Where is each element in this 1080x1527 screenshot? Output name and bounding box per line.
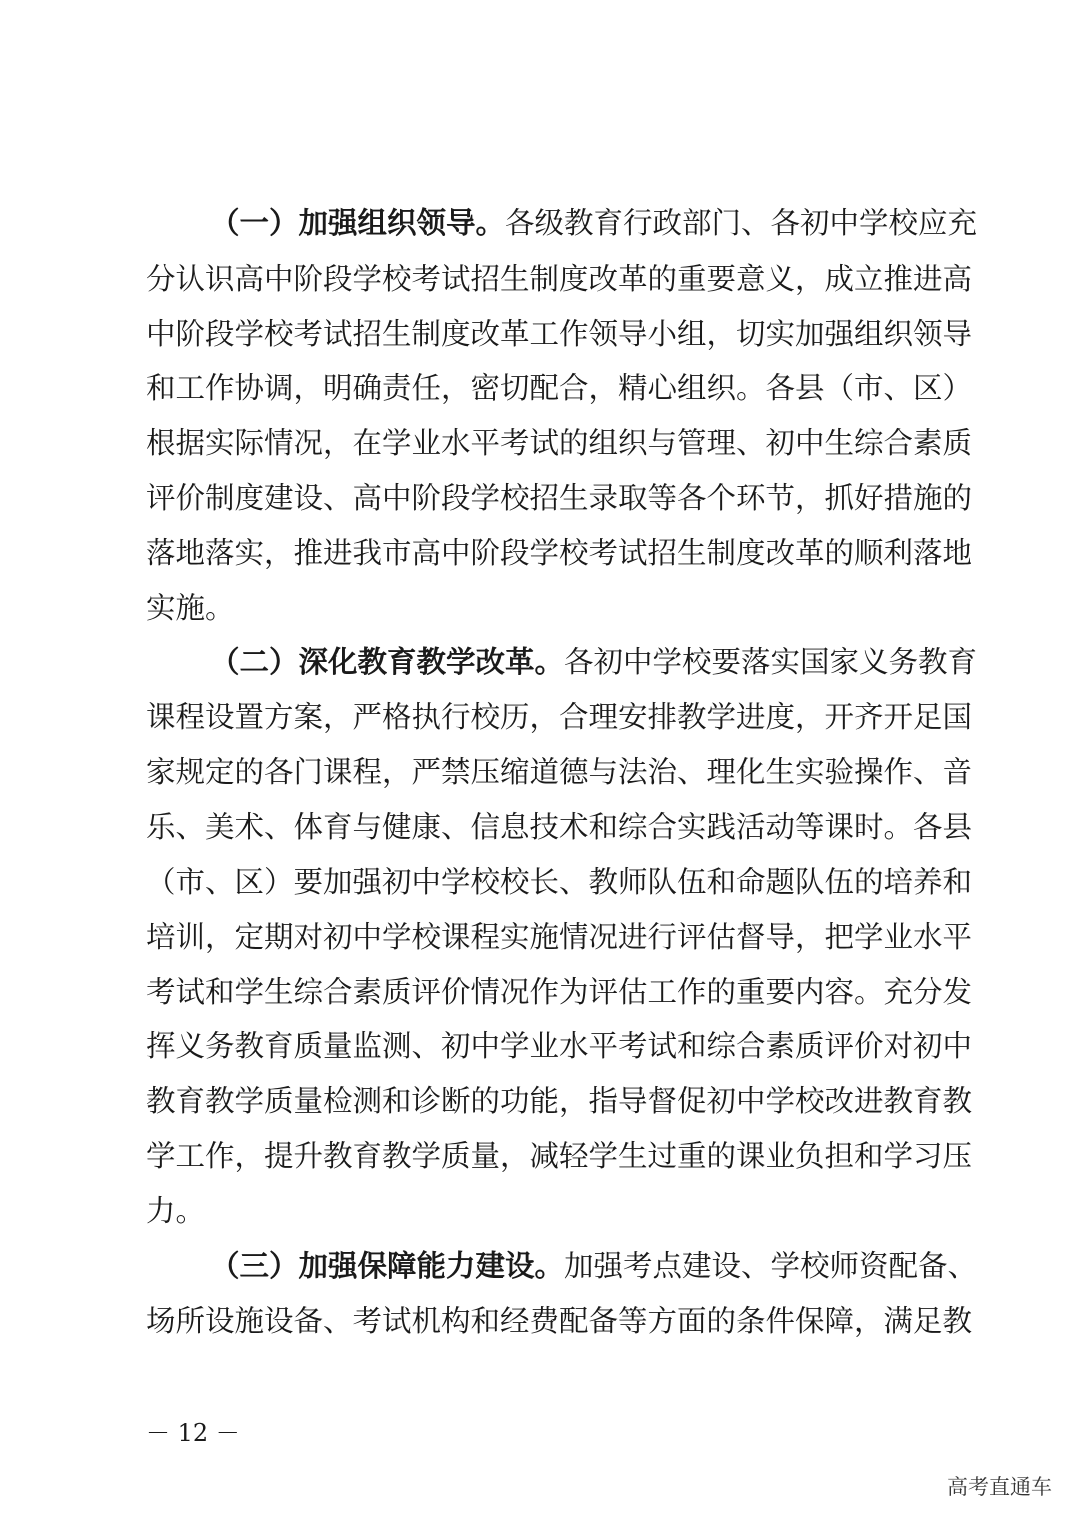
- paragraph-line: 实施。: [146, 591, 235, 625]
- paragraph-line: 分认识高中阶段学校考试招生制度改革的重要意义，成立推进高: [146, 262, 973, 296]
- paragraph-line: 挥义务教育质量监测、初中学业水平考试和综合素质评价对初中: [146, 1029, 973, 1063]
- paragraph-line: 考试和学生综合素质评价情况作为评估工作的重要内容。充分发: [146, 975, 973, 1009]
- watermark-text: 高考直通车: [947, 1475, 1052, 1499]
- paragraph-1-heading: （一）加强组织领导。: [210, 205, 506, 240]
- paragraph-3-text: 加强考点建设、学校师资配备、: [564, 1249, 978, 1283]
- paragraph-line: 落地落实，推进我市高中阶段学校考试招生制度改革的顺利落地: [146, 536, 973, 570]
- paragraph-2-heading: （二）深化教育教学改革。: [210, 644, 565, 679]
- paragraph-line: 学工作，提升教育教学质量，减轻学生过重的课业负担和学习压: [146, 1139, 973, 1173]
- paragraph-line: 场所设施设备、考试机构和经费配备等方面的条件保障，满足教: [146, 1304, 973, 1338]
- paragraph-2-line-1: [210, 642, 978, 682]
- page-number: － 12 －: [146, 1419, 240, 1447]
- paragraph-line: 乐、美术、体育与健康、信息技术和综合实践活动等课时。各县: [146, 810, 973, 844]
- paragraph-line: 家规定的各门课程，严禁压缩道德与法治、理化生实验操作、音: [146, 755, 973, 789]
- paragraph-1-text: 各级教育行政部门、各初中学校应充: [505, 206, 978, 240]
- paragraph-3-heading: （三）加强保障能力建设。: [210, 1248, 565, 1283]
- paragraph-line: 和工作协调，明确责任，密切配合，精心组织。各县（市、区）: [146, 371, 973, 405]
- paragraph-line: 培训，定期对初中学校课程实施情况进行评估督导，把学业水平: [146, 920, 973, 954]
- paragraph-line: 根据实际情况，在学业水平考试的组织与管理、初中生综合素质: [146, 426, 973, 460]
- paragraph-line: 力。: [146, 1194, 206, 1228]
- paragraph-line: 课程设置方案，严格执行校历，合理安排教学进度，开齐开足国: [146, 700, 973, 734]
- paragraph-line: （市、区）要加强初中学校校长、教师队伍和命题队伍的培养和: [146, 865, 973, 899]
- paragraph-line: 评价制度建设、高中阶段学校招生录取等各个环节，抓好措施的: [146, 481, 973, 515]
- paragraph-3-line-1: [210, 1246, 978, 1286]
- paragraph-line: 中阶段学校考试招生制度改革工作领导小组，切实加强组织领导: [146, 317, 973, 351]
- paragraph-line: 教育教学质量检测和诊断的功能，指导督促初中学校改进教育教: [146, 1084, 973, 1118]
- paragraph-1-line-1: [210, 203, 978, 243]
- paragraph-2-text: 各初中学校要落实国家义务教育: [564, 645, 978, 679]
